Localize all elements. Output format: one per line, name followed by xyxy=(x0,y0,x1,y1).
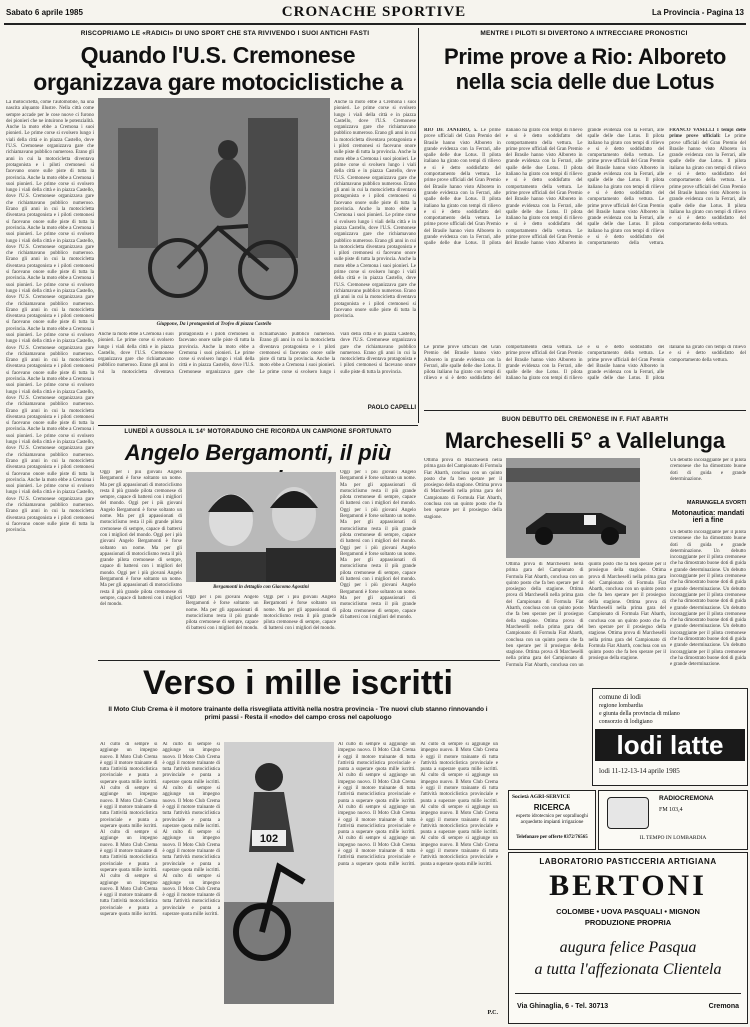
ricerca-ad xyxy=(508,790,596,850)
article5-text-4: Al culto di sempre si aggiunge un impegno nuovo. Il Moto Club Crema è oggi il motore trainante di tutta l'attività motociclistica provinciale e punta a superare quota mille iscritti. xyxy=(100,874,158,918)
article5-col3-text-6: Al culto di sempre si aggiunge un impegno nuovo. Il Moto Club Crema è oggi il motore trainante di tutta l'attività motociclistica provinciale e punta a superare quota mille iscritti. xyxy=(420,773,498,804)
article4-text-6: Ottima prova di Marcheselli nella prima gara del Campionato di Formula Fiat Abarth, conclusa con un quinto posto che fa ben sperare per il prosieguo della stagione. xyxy=(588,599,666,637)
article1-headline: Quando l'U.S. Cremonese organizzava gare motociclistiche a xyxy=(33,42,403,95)
bertoni-wish1: augura felice Pasqua xyxy=(559,939,697,956)
article3-headline: Angelo Bergamonti, il più xyxy=(124,440,392,465)
lodi-ad-line4: consorzio di lodigiano xyxy=(599,719,653,725)
article4-left-text: Ottima prova di Marcheselli nella prima gara del Campionato di Formula Fiat Abarth, conclusa con un quinto posto che fa ben sperare per il prosieguo della stagione. xyxy=(424,458,502,489)
header-rule xyxy=(4,23,746,25)
article1-col3-text-3: Anche la moto ebbe a Cremona i suoi pionieri. Le prime corse si svolsero lungo i viali della città e in piazza Castello, dove l'U.S. Cremonese organizzava gare che richiamavano pubblico numeroso. Erano gli anni in cui la motocicletta diventava protagonista e i piloti cremonesi si facevano onore sulle piste di tutta la provincia. xyxy=(334,207,416,263)
bertoni-wish2: a tutta l'affezionata Clientela xyxy=(534,961,722,978)
bertoni-city: Cremona xyxy=(708,1003,739,1010)
bertoni-top: LABORATORIO PASTICCERIA ARTIGIANA xyxy=(539,857,717,866)
article5-text-7: Al culto di sempre si aggiunge un impegno nuovo. Il Moto Club Crema è oggi il motore trainante di tutta l'attività motociclistica provinciale e punta a superare quota mille iscritti. xyxy=(162,830,220,873)
article3-col1 xyxy=(100,470,182,655)
ricerca-phone: Telefonare per offerte 0372/76565 xyxy=(516,835,588,840)
article1-intro-text: La motocicletta, come l'automobile, ha una nascita alquanto illustre. Nella città come sempre accade per le cose nuove ci furono dei pionieri che ne intuirono le potenzialità. xyxy=(6,100,94,124)
article5-col3-text-4: Al culto di sempre si aggiunge un impegno nuovo. Il Moto Club Crema è oggi il motore trainante di tutta l'attività motociclistica provinciale e punta a superare quota mille iscritti. xyxy=(338,836,416,867)
sidebar-top xyxy=(670,458,746,498)
article4-kicker: BUON DEBUTTO DEL CREMONESE IN F. FIAT ABARTH xyxy=(501,417,669,423)
sidebar-body-text-5: Un debutto incoraggiante per il pilota cremonese che ha dimostrato buone doti di guida e grande determinazione. xyxy=(670,605,746,630)
motocross-illustration xyxy=(224,742,334,1004)
radio-dial-icon xyxy=(607,797,649,829)
portrait-photo-illustration xyxy=(186,472,336,582)
radio-freq: FM 103,4 xyxy=(659,807,683,813)
article2-text-9: Le prime prove ufficiali del Gran Premio del Brasile hanno visto Alboreto in grande evidenza con la Ferrari, alle spalle delle due Lotus. Il pilota italiano ha girato con tempi di rilievo e si è detto soddisfatto del comportamento della vettura. xyxy=(669,134,746,184)
article4-text-3: Ottima prova di Marcheselli nella prima gara del Campionato di Formula Fiat Abarth, conclusa con un quinto posto che fa ben sperare per il prosieguo della stagione. xyxy=(506,618,584,656)
lodi-ad-line2: regione lombardia xyxy=(599,703,643,709)
article1-col3-text-4: Anche la moto ebbe a Cremona i suoi pionieri. Le prime corse si svolsero lungo i viali della città e in piazza Castello, dove l'U.S. Cremonese organizzava gare che richiamavano pubblico numeroso. Erano gli anni in cui la motocicletta diventava protagonista e i piloti cremonesi si facevano onore sulle piste di tutta la provincia. xyxy=(334,257,416,320)
ricerca-name: RICERCA xyxy=(533,803,571,812)
article5-subhead: Il Moto Club Crema è il motore trainante della risvegliata attività nella nostra provincia - Tre nuovi club stanno rinnovando i primi passi - Resta il «nodo» del campo cross nel capoluogo xyxy=(108,706,488,721)
sidebar-body-text-3: Un debutto incoraggiante per il pilota cremonese che ha dimostrato buone doti di guida e grande determinazione. xyxy=(670,567,746,592)
article3-col3-text-4: Oggi per i più giovani Angelo Bergamonti è forse soltanto un nome. Ma per gli appassionati di motociclismo resta il più grande pilota cremonese di sempre, capace di battersi con i migliori del mondo. xyxy=(340,583,416,620)
article4-text-7: Ottima prova di Marcheselli nella prima gara del Campionato di Formula Fiat Abarth, conclusa con un quinto posto che fa ben sperare per il prosieguo della stagione. xyxy=(588,631,666,662)
article5-col3-text-7: Al culto di sempre si aggiunge un impegno nuovo. Il Moto Club Crema è oggi il motore trainante di tutta l'attività motociclistica provinciale e punta a superare quota mille iscritti. xyxy=(420,804,498,836)
article2-text-7: Le prime prove ufficiali del Gran Premio del Brasile hanno visto Alboreto in grande evidenza con la Ferrari, alle spalle delle due Lotus. Il pilota italiano ha girato con tempi di rilievo e si è detto soddisfatto del comportamento della vettura. xyxy=(587,153,665,203)
bertoni-name: BERTONI xyxy=(549,869,707,902)
article5-byline: P.C. xyxy=(487,1010,498,1016)
article2-headline: Prime prove a Rio: Alboreto nella scia delle due Lotus xyxy=(443,44,727,94)
sidebar-body-text-4: Un debutto incoraggiante per il pilota cremonese che ha dimostrato buone doti di guida e grande determinazione. xyxy=(670,586,746,611)
article5-text-5: Al culto di sempre si aggiunge un impegno nuovo. Il Moto Club Crema è oggi il motore trainante di tutta l'attività motociclistica provinciale e punta a superare quota mille iscritti. xyxy=(162,742,220,785)
race-car-illustration xyxy=(506,458,640,558)
lodi-brand: lodi latte xyxy=(616,730,724,760)
radio-title: RADIOCREMONA xyxy=(659,795,714,802)
article2-lower-text-3: Le prime prove ufficiali del Gran Premio del Brasile hanno visto Alboreto in grande evidenza con la Ferrari, alle spalle delle due Lotus. Il pilota italiano ha girato con tempi di rilievo e si è detto soddisfatto del comportamento della vettura. xyxy=(587,345,746,382)
masthead xyxy=(4,4,746,22)
sidebar-body-text-2: Un debutto incoraggiante per il pilota cremonese che ha dimostrato buone doti di guida e grande determinazione. xyxy=(670,548,746,573)
article5-col3 xyxy=(338,742,498,1004)
article3-lower-text: Oggi per i più giovani Angelo Bergamonti è forse soltanto un nome. Ma per gli appassionati di motociclismo resta il più grande pilota cremonese di sempre, capace di battersi con i migliori del mondo. xyxy=(186,595,259,632)
article2-byline: FRANCO VASELLI xyxy=(669,128,715,133)
article4-left xyxy=(424,458,502,558)
article5-text-3: Al culto di sempre si aggiunge un impegno nuovo. Il Moto Club Crema è oggi il motore trainante di tutta l'attività motociclistica provinciale e punta a superare quota mille iscritti. xyxy=(100,830,158,873)
article1-bottom-text-2: Anche la moto ebbe a Cremona i suoi pionieri. Le prime corse si svolsero lungo i viali della città e in piazza Castello, dove l'U.S. Cremonese organizzava gare che richiamavano pubblico numeroso. Erano gli anni in cui la motocicletta diventava protagonista e i piloti cremonesi si facevano onore sulle piste di tutta la provincia. xyxy=(178,332,336,375)
article1-caption: Giuppone, Da i protagonisti al Trofeo di piazza Castello xyxy=(156,322,272,327)
article3-col3-text: Oggi per i più giovani Angelo Bergamonti è forse soltanto un nome. Ma per gli appassionati di motociclismo resta il più grande pilota cremonese di sempre, capace di battersi con i migliori del mondo. xyxy=(340,470,416,507)
article1-col3-text: Anche la moto ebbe a Cremona i suoi pionieri. Le prime corse si svolsero lungo i viali della città e in piazza Castello, dove l'U.S. Cremonese organizzava gare che richiamavano pubblico numeroso. Erano gli anni in cui la motocicletta diventava protagonista e i piloti cremonesi si facevano onore sulle piste di tutta la provincia. xyxy=(334,100,416,156)
bertoni-production: PRODUZIONE PROPRIA xyxy=(584,918,672,927)
divider xyxy=(424,410,746,411)
article2-dateline: RIO DE JANEIRO, 5. xyxy=(424,128,478,133)
ricerca-top: Società AGRI-SERVICE xyxy=(512,794,571,800)
article1-body-text-7: Anche la moto ebbe a Cremona i suoi pionieri. Le prime corse si svolsero lungo i viali della città e in piazza Castello, dove l'U.S. Cremonese organizzava gare che richiamavano pubblico numeroso. Erano gli anni in cui la motocicletta diventava protagonista e i piloti cremonesi si facevano onore sulle piste di tutta la provincia. xyxy=(6,427,94,483)
radio-program: IL TEMPO IN LOMBARDIA xyxy=(639,835,707,841)
article4-text: Ottima prova di Marcheselli nella prima gara del Campionato di Formula Fiat Abarth, conclusa con un quinto posto che fa ben sperare per il prosieguo della stagione. xyxy=(506,562,584,593)
article5-headline: Verso i mille iscritti xyxy=(143,664,453,702)
article5-col1 xyxy=(100,742,220,1012)
article1-col3-text-2: Anche la moto ebbe a Cremona i suoi pionieri. Le prime corse si svolsero lungo i viali della città e in piazza Castello, dove l'U.S. Cremonese organizzava gare che richiamavano pubblico numeroso. Erano gli anni in cui la motocicletta diventava protagonista e i piloti cremonesi si facevano onore sulle piste di tutta la provincia. xyxy=(334,150,416,213)
article3-text-2: Oggi per i più giovani Angelo Bergamonti è forse soltanto un nome. Ma per gli appassionati di motociclismo resta il più grande pilota cremonese di sempre, capace di battersi con i migliori del mondo. xyxy=(100,501,182,538)
sidebar-body-text-6: Un debutto incoraggiante per il pilota cremonese che ha dimostrato buone doti di guida e grande determinazione. xyxy=(670,624,746,649)
article3-col3-text-3: Oggi per i più giovani Angelo Bergamonti è forse soltanto un nome. Ma per gli appassionati di motociclismo resta il più grande pilota cremonese di sempre, capace di battersi con i migliori del mondo. xyxy=(340,545,416,583)
page-date: Sabato 6 aprile 1985 xyxy=(6,8,83,17)
motorcycle-photo-illustration xyxy=(98,98,330,320)
ricerca-desc: esperto idrotecnico per sopralluoghi acquedotto impianti irrigazione xyxy=(515,814,589,825)
radio-ad xyxy=(598,790,748,850)
bertoni-address: Via Ghinaglia, 6 - Tel. 30713 xyxy=(517,1003,609,1010)
article2-text: Le prime prove ufficiali del Gran Premio del Brasile hanno visto Alboreto in grande evidenza con la Ferrari, alle spalle delle due Lotus. Il pilota italiano ha girato con tempi di rilievo e si è detto soddisfatto del comportamento della vettura. xyxy=(424,128,501,178)
divider xyxy=(98,660,500,661)
divider xyxy=(418,28,419,423)
sidebar-body-text: Un debutto incoraggiante per il pilota cremonese che ha dimostrato buone doti di guida e grande determinazione. xyxy=(670,530,746,554)
article5-text-2: Al culto di sempre si aggiunge un impegno nuovo. Il Moto Club Crema è oggi il motore trainante di tutta l'attività motociclistica provinciale e punta a superare quota mille iscritti. xyxy=(100,786,158,829)
article1-body-text-5: Anche la moto ebbe a Cremona i suoi pionieri. Le prime corse si svolsero lungo i viali della città e in piazza Castello, dove l'U.S. Cremonese organizzava gare che richiamavano pubblico numeroso. Erano gli anni in cui la motocicletta diventava protagonista e i piloti cremonesi si facevano onore sulle piste di tutta la provincia. xyxy=(6,326,94,383)
article4-text-5: Ottima prova di Marcheselli nella prima gara del Campionato di Formula Fiat Abarth, conclusa con un quinto posto che fa ben sperare per il prosieguo della stagione. xyxy=(588,568,666,605)
lodi-ad-line1: comune di lodi xyxy=(599,693,641,701)
article3-caption: Bergamonti in dettaglio con Giacomo Agostini xyxy=(213,585,309,590)
article2-lower-text: Le prime prove ufficiali del Gran Premio del Brasile hanno visto Alboreto in grande evidenza con la Ferrari, alle spalle delle due Lotus. Il pilota italiano ha girato con tempi di rilievo e si è detto soddisfatto del comportamento della vettura. xyxy=(424,345,573,382)
article1-body-text-4: Anche la moto ebbe a Cremona i suoi pionieri. Le prime corse si svolsero lungo i viali della città e in piazza Castello, dove l'U.S. Cremonese organizzava gare che richiamavano pubblico numeroso. Erano gli anni in cui la motocicletta diventava protagonista e i piloti cremonesi si facevano onore sulle piste di tutta la provincia. xyxy=(6,276,94,332)
article1-body-text-2: Anche la moto ebbe a Cremona i suoi pionieri. Le prime corse si svolsero lungo i viali della città e in piazza Castello, dove l'U.S. Cremonese organizzava gare che richiamavano pubblico numeroso. Erano gli anni in cui la motocicletta diventava protagonista e i piloti cremonesi si facevano onore sulle piste di tutta la provincia. xyxy=(6,175,94,231)
article1-bottom-text: Anche la moto ebbe a Cremona i suoi pionieri. Le prime corse si svolsero lungo i viali della città e in piazza Castello, dove l'U.S. Cremonese organizzava gare che richiamavano pubblico numeroso. Erano gli anni in cui la motocicletta diventava protagonista e i piloti cremonesi si facevano onore sulle piste di tutta la provincia. xyxy=(98,332,255,375)
article5-text: Al culto di sempre si aggiunge un impegno nuovo. Il Moto Club Crema è oggi il motore trainante di tutta l'attività motociclistica provinciale e punta a superare quota mille iscritti. xyxy=(100,742,158,785)
article2-times-intro: I tempi delle prime prove ufficiali: xyxy=(669,128,746,140)
article3-col3-text-2: Oggi per i più giovani Angelo Bergamonti è forse soltanto un nome. Ma per gli appassionati di motociclismo resta il più grande pilota cremonese di sempre, capace di battersi con i migliori del mondo. xyxy=(340,507,416,545)
bertoni-ad xyxy=(508,852,748,1024)
article1-byline: PAOLO CAPELLI xyxy=(367,405,416,411)
article2-lower-text-2: Le prime prove ufficiali del Gran Premio del Brasile hanno visto Alboreto in grande evidenza con la Ferrari, alle spalle delle due Lotus. Il pilota italiano ha girato con tempi di rilievo e si è detto soddisfatto del comportamento della vettura. xyxy=(505,345,665,382)
lodi-dates: lodi 11-12-13-14 aprile 1985 xyxy=(599,767,680,775)
divider xyxy=(515,993,741,994)
article2-text-5: Le prime prove ufficiali del Gran Premio del Brasile hanno visto Alboreto in grande evidenza con la Ferrari, alle spalle delle due Lotus. Il pilota italiano ha girato con tempi di rilievo e si è detto soddisfatto del comportamento della vettura. xyxy=(505,184,583,234)
article5-photo xyxy=(224,742,334,1004)
article1-photo xyxy=(98,98,330,320)
lodi-ad-line3: e giunta della provincia di milano xyxy=(599,711,680,717)
article3-text-3: Oggi per i più giovani Angelo Bergamonti è forse soltanto un nome. Ma per gli appassionati di motociclismo resta il più grande pilota cremonese di sempre, capace di battersi con i migliori del mondo. xyxy=(100,532,182,576)
article5-col3-text-3: Al culto di sempre si aggiunge un impegno nuovo. Il Moto Club Crema è oggi il motore trainante di tutta l'attività motociclistica provinciale e punta a superare quota mille iscritti. xyxy=(338,804,416,836)
bike-number: 102 xyxy=(259,833,279,845)
article5-col3-text-8: Al culto di sempre si aggiunge un impegno nuovo. Il Moto Club Crema è oggi il motore trainante di tutta l'attività motociclistica provinciale e punta a superare quota mille iscritti. xyxy=(420,836,498,867)
article5-text-6: Al culto di sempre si aggiunge un impegno nuovo. Il Moto Club Crema è oggi il motore trainante di tutta l'attività motociclistica provinciale e punta a superare quota mille iscritti. xyxy=(162,786,220,829)
article5-text-8: Al culto di sempre si aggiunge un impegno nuovo. Il Moto Club Crema è oggi il motore trainante di tutta l'attività motociclistica provinciale e punta a superare quota mille iscritti. xyxy=(162,874,220,918)
article3-kicker: LUNEDÌ A GUSSOLA IL 14° MOTORADUNO CHE RICORDA UN CAMPIONE SFORTUNATO xyxy=(124,429,392,435)
lodi-latte-ad xyxy=(592,688,748,786)
article2-text-2: Le prime prove ufficiali del Gran Premio del Brasile hanno visto Alboreto in grande evidenza con la Ferrari, alle spalle delle due Lotus. Il pilota italiano ha girato con tempi di rilievo e si è detto soddisfatto del comportamento della vettura. xyxy=(424,172,501,222)
article4-left-text-2: Ottima prova di Marcheselli nella prima gara del Campionato di Formula Fiat Abarth, conclusa con un quinto posto che fa ben sperare per il prosieguo della stagione. xyxy=(424,483,502,520)
section-title: CRONACHE SPORTIVE xyxy=(281,4,467,20)
article2-text-8: Le prime prove ufficiali del Gran Premio del Brasile hanno visto Alboreto in grande evidenza con la Ferrari, alle spalle delle due Lotus. Il pilota italiano ha girato con tempi di rilievo e si è detto soddisfatto del comportamento della vettura. xyxy=(587,197,665,247)
article1-body-text-6: Anche la moto ebbe a Cremona i suoi pionieri. Le prime corse si svolsero lungo i viali della città e in piazza Castello, dove l'U.S. Cremonese organizzava gare che richiamavano pubblico numeroso. Erano gli anni in cui la motocicletta diventava protagonista e i piloti cremonesi si facevano onore sulle piste di tutta la provincia. xyxy=(6,377,94,433)
article1-body-text-3: Anche la moto ebbe a Cremona i suoi pionieri. Le prime corse si svolsero lungo i viali della città e in piazza Castello, dove l'U.S. Cremonese organizzava gare che richiamavano pubblico numeroso. Erano gli anni in cui la motocicletta diventava protagonista e i piloti cremonesi si facevano onore sulle piste di tutta la provincia. xyxy=(6,225,94,282)
article1-body-text: Anche la moto ebbe a Cremona i suoi pionieri. Le prime corse si svolsero lungo i viali della città e in piazza Castello, dove l'U.S. Cremonese organizzava gare che richiamavano pubblico numeroso. Erano gli anni in cui la motocicletta diventava protagonista e i piloti cremonesi si facevano onore sulle piste di tutta la provincia. xyxy=(6,125,94,181)
article2-kicker: MENTRE I PILOTI SI DIVERTONO A INTRECCIARE PRONOSTICI xyxy=(480,30,688,37)
article1-intro xyxy=(6,100,94,660)
sidebar-title: Motonautica: mandati ieri a fine xyxy=(671,510,745,524)
sidebar-byline: MARIANGELA SVORTI xyxy=(686,500,746,506)
article2-text-6: Le prime prove ufficiali del Gran Premio del Brasile hanno visto Alboreto in grande evidenza con la Ferrari, alle spalle delle due Lotus. Il pilota italiano ha girato con tempi di rilievo e si è detto soddisfatto del comportamento della vettura. xyxy=(505,128,665,247)
article1-bottom-cols xyxy=(98,332,416,402)
article5-col3-text: Al culto di sempre si aggiunge un impegno nuovo. Il Moto Club Crema è oggi il motore trainante di tutta l'attività motociclistica provinciale e punta a superare quota mille iscritti. xyxy=(338,742,416,773)
article5-col3-text-2: Al culto di sempre si aggiunge un impegno nuovo. Il Moto Club Crema è oggi il motore trainante di tutta l'attività motociclistica provinciale e punta a superare quota mille iscritti. xyxy=(338,773,416,804)
article2-text-4: Le prime prove ufficiali del Gran Premio del Brasile hanno visto Alboreto in grande evidenza con la Ferrari, alle spalle delle due Lotus. Il pilota italiano ha girato con tempi di rilievo e si è detto soddisfatto del comportamento della vettura. xyxy=(505,140,583,190)
article3-photo xyxy=(186,472,336,582)
article2-text-10: Le prime prove ufficiali del Gran Premio del Brasile hanno visto Alboreto in grande evidenza con la Ferrari, alle spalle delle due Lotus. Il pilota italiano ha girato con tempi di rilievo e si è detto soddisfatto del comportamento della vettura. xyxy=(669,178,746,228)
sidebar-text: Un debutto incoraggiante per il pilota cremonese che ha dimostrato buone doti di guida e grande determinazione. xyxy=(670,458,746,482)
article4-text-4: Ottima prova di Marcheselli nella prima gara del Campionato di Formula Fiat Abarth, conclusa con un quinto posto che fa ben sperare per il prosieguo della stagione. xyxy=(506,562,666,668)
article4-text-2: Ottima prova di Marcheselli nella prima gara del Campionato di Formula Fiat Abarth, conclusa con un quinto posto che fa ben sperare per il prosieguo della stagione. xyxy=(506,587,584,624)
article3-lower-text-2: Oggi per i più giovani Angelo Bergamonti è forse soltanto un nome. Ma per gli appassionati di motociclismo resta il più grande pilota cremonese di sempre, capace di battersi con i migliori del mondo. xyxy=(263,595,336,632)
article4-headline: Marcheselli 5° a Vallelunga xyxy=(444,428,726,453)
page-number: La Provincia - Pagina 13 xyxy=(651,8,744,17)
divider xyxy=(98,425,418,426)
article5-col3-text-5: Al culto di sempre si aggiunge un impegno nuovo. Il Moto Club Crema è oggi il motore trainante di tutta l'attività motociclistica provinciale e punta a superare quota mille iscritti. xyxy=(420,742,498,773)
article2-body xyxy=(424,128,746,343)
article1-body-text-8: Anche la moto ebbe a Cremona i suoi pionieri. Le prime corse si svolsero lungo i viali della città e in piazza Castello, dove l'U.S. Cremonese organizzava gare che richiamavano pubblico numeroso. Erano gli anni in cui la motocicletta diventava protagonista e i piloti cremonesi si facevano onore sulle piste di tutta la provincia. xyxy=(6,477,94,534)
lodi-brand-block xyxy=(595,729,745,761)
article1-bottom-text-3: Anche la moto ebbe a Cremona i suoi pionieri. Le prime corse si svolsero lungo i viali della città e in piazza Castello, dove l'U.S. Cremonese organizzava gare che richiamavano pubblico numeroso. Erano gli anni in cui la motocicletta diventava protagonista e i piloti cremonesi si facevano onore sulle piste di tutta la provincia. xyxy=(259,332,416,375)
article1-kicker: RISCOPRIAMO LE «RADICI» DI UNO SPORT CHE STA RIVIVENDO I SUOI ANTICHI FASTI xyxy=(80,30,370,37)
article4-photo xyxy=(506,458,640,558)
article2-lower xyxy=(424,345,746,405)
article3-col3 xyxy=(340,470,416,655)
sidebar-body-text-7: Un debutto incoraggiante per il pilota cremonese che ha dimostrato buone doti di guida e grande determinazione. xyxy=(670,643,746,668)
article1-col3 xyxy=(334,100,416,322)
bertoni-products: COLOMBE • UOVA PASQUALI • MIGNON xyxy=(556,907,700,916)
article3-lower xyxy=(186,595,336,655)
article3-text: Oggi per i più giovani Angelo Bergamonti è forse soltanto un nome. Ma per gli appassionati di motociclismo resta il più grande pilota cremonese di sempre, capace di battersi con i migliori del mondo. xyxy=(100,470,182,507)
article2-text-3: Le prime prove ufficiali del Gran Premio del Brasile hanno visto Alboreto in grande evidenza con la Ferrari, alle spalle delle due Lotus. Il pilota italiano ha girato con tempi di rilievo e si è detto soddisfatto del comportamento della vettura. xyxy=(424,128,583,247)
article3-text-4: Oggi per i più giovani Angelo Bergamonti è forse soltanto un nome. Ma per gli appassionati di motociclismo resta il più grande pilota cremonese di sempre, capace di battersi con i migliori del mondo. xyxy=(100,570,182,608)
